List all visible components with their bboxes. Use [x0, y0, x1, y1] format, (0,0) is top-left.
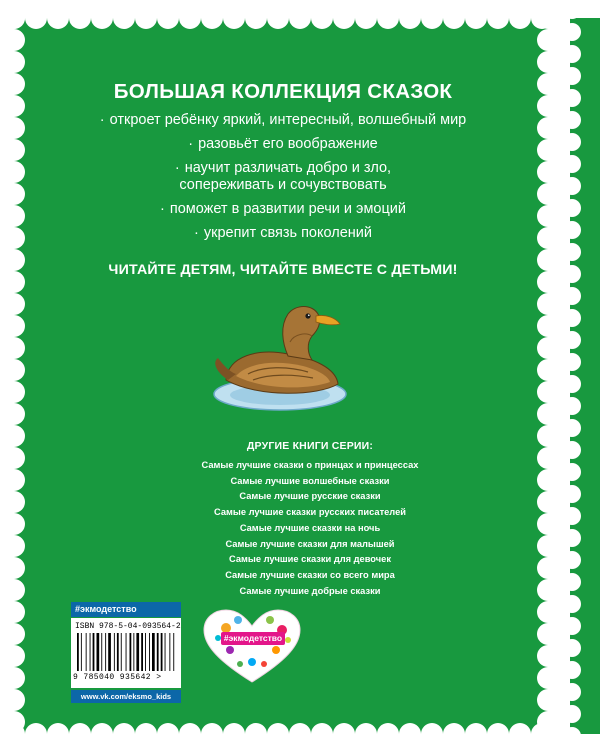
benefits-list — [48, 112, 518, 242]
benefit-item: · научит различать добро и зло, сопереживать и сочувствовать — [174, 160, 392, 193]
series-item: Самые лучшие волшебные сказки — [230, 475, 390, 486]
slogan: ЧИТАЙТЕ ДЕТЯМ, ЧИТАЙТЕ ВМЕСТЕ С ДЕТЬМИ! — [108, 262, 458, 278]
series-list — [160, 458, 460, 599]
duck-illustration — [208, 296, 368, 421]
series-item: Самые лучшие сказки о принцах и принцессах — [201, 460, 419, 470]
barcode-digits: 9 785040 935642 > — [73, 673, 162, 682]
main-text-block — [48, 80, 518, 278]
series-item: Самые лучшие сказки русских писателей — [214, 507, 406, 518]
main-title: БОЛЬШАЯ КОЛЛЕКЦИЯ СКАЗОК — [113, 80, 453, 103]
isbn-box — [71, 618, 181, 688]
series-item: Самые лучшие русские сказки — [239, 491, 381, 502]
series-item: Самые лучшие сказки на ночь — [239, 522, 381, 533]
barcode-icon — [75, 633, 177, 673]
vk-link[interactable]: www.vk.com/eksmo_kids — [71, 690, 181, 703]
heart-badge — [200, 606, 305, 691]
series-block — [160, 440, 460, 599]
heart-hashtag: #экмодетство — [221, 632, 285, 645]
heart-badge-icon — [200, 606, 305, 686]
series-title: ДРУГИЕ КНИГИ СЕРИИ: — [246, 440, 374, 452]
benefit-item: · откроет ребёнку яркий, интересный, волшебный мир — [99, 112, 467, 128]
series-item: Самые лучшие сказки со всего мира — [225, 569, 395, 580]
series-item: Самые лучшие сказки для малышей — [225, 538, 395, 549]
duck-icon — [208, 296, 368, 421]
series-item: Самые лучшие добрые сказки — [239, 585, 381, 596]
isbn-number: ISBN 978-5-04-093564-2 — [75, 622, 181, 631]
benefit-item: · укрепит связь поколений — [194, 225, 372, 241]
benefit-item: · поможет в развитии речи и эмоций — [160, 201, 406, 217]
series-item: Самые лучшие сказки для девочек — [229, 554, 391, 565]
publisher-hashtag: #экмодетство — [71, 602, 181, 617]
benefit-item: · разовьёт его воображение — [188, 136, 378, 152]
